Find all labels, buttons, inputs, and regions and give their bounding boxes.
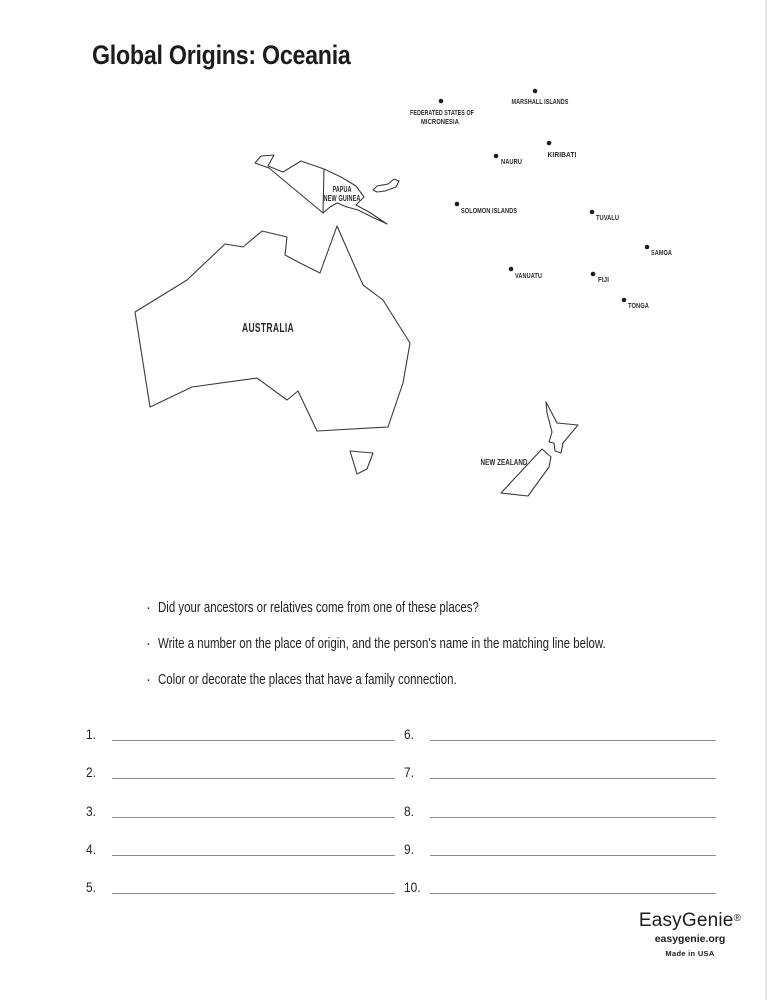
- answer-line-9[interactable]: [430, 817, 716, 856]
- answer-row-9: [404, 818, 716, 856]
- answer-row-3: [86, 779, 395, 817]
- label-papua-new-guinea-line1: PAPUA: [332, 185, 352, 194]
- label-tuvalu: TUVALU: [596, 213, 619, 222]
- answer-row-5: [86, 856, 395, 894]
- answer-row-8: [404, 779, 716, 817]
- instruction-text: Color or decorate the places that have a family connection.: [158, 672, 457, 688]
- png-border-line: [323, 169, 324, 213]
- label-tonga: TONGA: [628, 301, 650, 310]
- label-kiribati: KIRIBATI: [547, 150, 577, 159]
- label-new-zealand: NEW ZEALAND: [480, 457, 528, 467]
- answer-line-7[interactable]: [430, 740, 716, 779]
- answer-row-10: [404, 856, 716, 894]
- answer-line-5[interactable]: [112, 855, 395, 894]
- label-papua-new-guinea-line2: NEW GUINEA: [323, 194, 361, 203]
- answer-number: 2.: [86, 764, 96, 781]
- answer-number: 6.: [404, 726, 414, 743]
- easygenie-logo: [625, 909, 755, 958]
- dot-kiribati: [547, 141, 552, 146]
- answer-line-10[interactable]: [430, 855, 716, 894]
- brand-name: [625, 909, 755, 931]
- dot-tuvalu: [590, 210, 595, 215]
- label-fsm-line1: FEDERATED STATES OF: [410, 108, 475, 117]
- label-samoa: SAMOA: [651, 248, 673, 257]
- answer-row-2: [86, 741, 395, 779]
- answer-number: 5.: [86, 878, 96, 895]
- new-britain-outline: [373, 179, 399, 192]
- answer-line-3[interactable]: [112, 778, 395, 817]
- page-title: Global Origins: Oceania: [92, 40, 351, 70]
- dot-federated-states-of-micronesia: [439, 99, 444, 104]
- answer-number: 9.: [404, 840, 414, 857]
- answer-lines-left-column: [86, 703, 395, 894]
- answer-number: 10.: [404, 878, 421, 895]
- label-australia: AUSTRALIA: [242, 321, 294, 335]
- dot-vanuatu: [509, 267, 514, 272]
- instruction-item: [146, 636, 725, 672]
- tasmania-outline: [350, 451, 373, 474]
- brand-text: EasyGenie: [638, 910, 734, 931]
- instructions-list: [146, 600, 725, 708]
- dot-tonga: [622, 298, 627, 303]
- answer-number: 1.: [86, 726, 96, 743]
- dot-marshall-islands: [533, 89, 538, 94]
- instruction-text: Write a number on the place of origin, and the person's name in the matching line below.: [158, 636, 606, 652]
- answer-number: 8.: [404, 802, 414, 819]
- answer-lines-right-column: [404, 703, 716, 894]
- answer-number: 4.: [86, 840, 96, 857]
- label-solomon-islands: SOLOMON ISLANDS: [461, 206, 517, 215]
- nz-north-island-outline: [546, 402, 578, 453]
- bullet-dot: ·: [146, 671, 151, 688]
- bullet-dot: ·: [146, 635, 151, 652]
- label-vanuatu: VANUATU: [515, 271, 542, 280]
- dot-solomon-islands: [455, 202, 460, 207]
- answer-line-8[interactable]: [430, 778, 716, 817]
- answer-row-1: [86, 703, 395, 741]
- dot-fiji: [591, 272, 596, 277]
- answer-row-7: [404, 741, 716, 779]
- answer-line-2[interactable]: [112, 740, 395, 779]
- bullet-dot: ·: [146, 599, 151, 616]
- instruction-text: Did your ancestors or relatives come from one of these places?: [158, 600, 479, 616]
- new-guinea-outline: [255, 155, 387, 224]
- instruction-item: [146, 600, 725, 636]
- label-nauru: NAURU: [501, 157, 522, 166]
- brand-website: easygenie.org: [654, 933, 726, 945]
- answer-row-4: [86, 818, 395, 856]
- dot-nauru: [494, 154, 499, 159]
- answer-line-1[interactable]: [112, 702, 395, 741]
- page-edge-divider: [765, 0, 767, 1000]
- answer-row-6: [404, 703, 716, 741]
- label-fsm-line2: MICRONESIA: [421, 117, 460, 126]
- made-in-usa-text: Made in USA: [665, 949, 715, 958]
- answer-line-6[interactable]: [430, 702, 716, 741]
- registered-trademark-symbol: ®: [733, 913, 742, 924]
- answer-number: 3.: [86, 802, 96, 819]
- answer-number: 7.: [404, 764, 414, 781]
- answer-line-4[interactable]: [112, 817, 395, 856]
- dot-samoa: [645, 245, 650, 250]
- label-marshall-islands: MARSHALL ISLANDS: [511, 97, 569, 106]
- label-fiji: FIJI: [598, 275, 609, 284]
